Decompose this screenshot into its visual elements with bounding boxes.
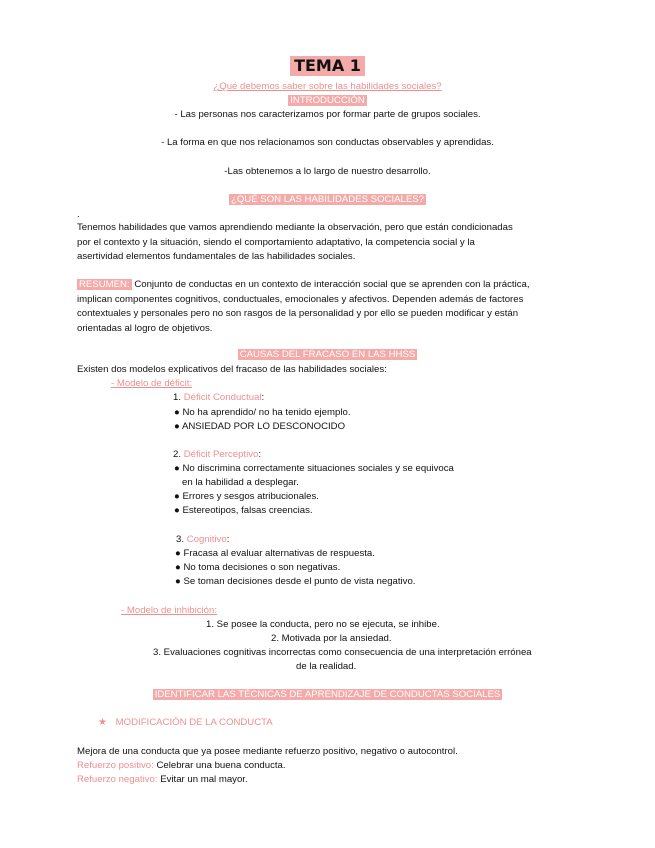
deficit-item-heading xyxy=(176,534,229,546)
techniques-heading: IDENTIFICAR LAS TÉCNICAS DE APRENDIZAJE DE CONDUCTAS SOCIALES xyxy=(154,689,501,700)
bullet-text: No ha aprendido/ no ha tenido ejemplo. xyxy=(182,407,351,418)
positive-text: Celebrar una buena conducta. xyxy=(156,760,286,771)
item-colon: : xyxy=(258,449,262,460)
inhibition-item: 3. Evaluaciones cognitivas incorrectas como consecuencia de una interpretación errónea xyxy=(153,647,532,658)
deficit-item-heading xyxy=(173,449,261,461)
bullet-text: No discrimina correctamente situaciones sociales y se equivoca xyxy=(182,463,454,474)
negative-text: Evitar un mal mayor. xyxy=(160,774,248,785)
definition-line: por el contexto y la situación, siendo el comportamiento adaptativo, la competencia social y la xyxy=(77,236,475,248)
hhss-heading-row xyxy=(0,194,655,206)
summary-line: contextuales y personales pero no son rasgos de la personalidad y por ello se pueden modificar y están xyxy=(77,308,519,319)
item-label: Déficit Perceptivo xyxy=(183,449,259,460)
bullet-text: No toma decisiones o son negativas. xyxy=(183,562,341,573)
bullet-item: ● Fracasa al evaluar alternativas de respuesta. xyxy=(175,548,375,559)
title-row xyxy=(0,56,655,76)
inhibition-item: 1. Se posee la conducta, pero no se ejecuta, se inhibe. xyxy=(206,619,440,630)
bullet-item: ● No toma decisiones o son negativas. xyxy=(175,562,341,573)
item-number: 2. xyxy=(173,449,182,460)
summary-line: Conjunto de conductas en un contexto de interacción social que se aprenden con la práctica, xyxy=(134,279,530,290)
bullet-text: Fracasa al evaluar alternativas de respuesta. xyxy=(183,548,375,559)
positive-label: Refuerzo positivo: xyxy=(77,760,154,771)
definition-line: asertividad elementos fundamentales de las habilidades sociales. xyxy=(77,251,356,262)
item-number: 3. xyxy=(176,534,185,545)
causes-heading-row xyxy=(0,349,655,361)
page-title: TEMA 1 xyxy=(290,56,365,76)
summary-first-line xyxy=(77,278,587,293)
bullet-text: Errores y sesgos atribucionales. xyxy=(182,491,319,502)
intro-heading: INTRODUCCIÓN xyxy=(290,95,365,106)
deficit-item-heading xyxy=(173,392,264,404)
modification-heading-row xyxy=(98,717,273,729)
intro-line: - La forma en que nos relacionamos son conductas observables y aprendidas. xyxy=(161,137,494,148)
summary-line: implican componentes cognitivos, conductuales, emocionales y afectivos. Dependen además de factores xyxy=(77,293,524,305)
hhss-heading: ¿QUÉ SON LAS HABILIDADES SOCIALES? xyxy=(230,194,424,205)
item-label: Cognitivo xyxy=(186,534,227,545)
item-colon: : xyxy=(226,534,230,545)
modification-heading: MODIFICACIÓN DE LA CONDUCTA xyxy=(115,717,273,728)
bullet-item: ● Estereotipos, falsas creencias. xyxy=(174,505,313,516)
inhibition-model-heading: - Modelo de inhibición: xyxy=(121,605,217,616)
causes-heading: CAUSAS DEL FRACASO EN LAS HHSS xyxy=(239,349,416,360)
modification-text: Mejora de una conducta que ya posee mediante refuerzo positivo, negativo o autocontrol. xyxy=(77,746,458,757)
bullet-item: ● No ha aprendido/ no ha tenido ejemplo. xyxy=(174,407,351,418)
stray-dot: . xyxy=(77,209,80,220)
bullet-text: ANSIEDAD POR LO DESCONOCIDO xyxy=(181,421,346,432)
deficit-model-heading: - Modelo de déficit: xyxy=(111,378,193,389)
item-colon: : xyxy=(261,392,265,403)
inhibition-item: 2. Motivada por la ansiedad. xyxy=(271,633,392,644)
bullet-item: ● ANSIEDAD POR LO DESCONOCIDO xyxy=(174,421,346,432)
causes-intro: Existen dos modelos explicativos del fracaso de las habilidades sociales: xyxy=(77,364,387,375)
intro-line: - Las personas nos caracterizamos por formar parte de grupos sociales. xyxy=(174,109,481,120)
bullet-text: Estereotipos, falsas creencias. xyxy=(182,505,313,516)
intro-heading-row xyxy=(0,95,655,107)
item-number: 1. xyxy=(173,392,182,403)
item-label: Déficit Conductual xyxy=(183,392,262,403)
definition-paragraph xyxy=(77,221,587,265)
inhibition-item-continuation: de la realidad. xyxy=(296,661,357,672)
star-icon: ★ xyxy=(98,717,107,728)
summary-paragraph xyxy=(77,278,587,336)
negative-label: Refuerzo negativo: xyxy=(77,774,158,785)
bullet-item: ● Errores y sesgos atribucionales. xyxy=(174,491,319,502)
intro-line: -Las obtenemos a lo largo de nuestro desarrollo. xyxy=(224,166,431,177)
bullet-item: ● No discrimina correctamente situaciones sociales y se equivoca xyxy=(174,463,454,474)
subtitle-question: ¿Qué debemos saber sobre las habilidades sociales? xyxy=(213,81,442,92)
negative-reinforcement xyxy=(77,774,248,786)
summary-label: RESUMEN: xyxy=(79,279,130,290)
techniques-heading-row xyxy=(0,689,655,701)
definition-line: Tenemos habilidades que vamos aprendiendo mediante la observación, pero que están condicionadas xyxy=(77,222,513,233)
summary-line: orientadas al logro de objetivos. xyxy=(77,322,213,334)
bullet-continuation: en la habilidad a desplegar. xyxy=(182,477,299,488)
bullet-text: Se toman decisiones desde el punto de vista negativo. xyxy=(183,576,416,587)
positive-reinforcement xyxy=(77,760,286,772)
bullet-item: ● Se toman decisiones desde el punto de vista negativo. xyxy=(175,576,416,587)
